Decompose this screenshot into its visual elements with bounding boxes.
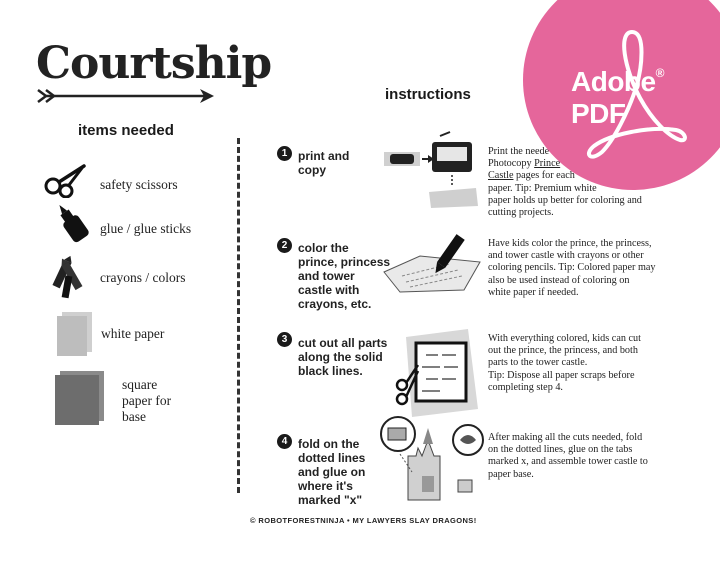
step-label: fold on the dotted lines and glue on where it's marked "x" [298,437,366,507]
step-number: 3 [277,332,292,347]
glue-bottle-icon [50,200,94,246]
adobe-pdf-label: Adobe® PDF [571,66,664,129]
arrow-icon [36,86,216,106]
footer-credit: © ROBOTFORESTNINJA • MY LAWYERS SLAY DRAGONS! [250,516,477,525]
step-label: cut out all parts along the solid black lines. [298,336,388,378]
cutting-illustration [392,325,484,421]
item-label: crayons / colors [100,270,186,285]
instructions-heading: instructions [385,86,471,103]
item-label: glue / glue sticks [100,221,192,236]
crayons-icon [50,254,84,300]
item-label: white paper [101,326,165,341]
step-label: print and copy [298,149,350,177]
coloring-paper-illustration [380,232,484,296]
item-label-square-paper: square paper for base [122,377,172,424]
items-needed-heading: items needed [78,122,174,139]
step-description: Print the neede Photocopy Prince Castle pages for each paper. Tip: Premium white paper holds up better for coloring and cutting projects. [488,146,642,219]
dashed-divider [237,138,240,493]
item-label: safety scissors [100,177,178,192]
castle-assembly-illustration [378,414,486,506]
step-number: 2 [277,238,292,253]
step-description: With everything colored, kids can cut out the prince, the princess, and both parts to the tower castle. Tip: Dispose all paper scraps before completing step 4. [488,333,641,393]
step-description: After making all the cuts needed, fold on the dotted lines, glue on the tabs marked x, and assemble tower castle to paper base. [488,432,648,480]
step-number: 4 [277,434,292,449]
square-paper-icon [54,369,106,427]
printer-copy-illustration [382,130,482,210]
step-description: Have kids color the prince, the princess, and tower castle with crayons or other coloring pencils. Tip: Colored paper may also be used instead of coloring on white paper if needed. [488,238,656,298]
step-label: color the prince, princess and tower castle with crayons, etc. [298,241,391,311]
step-number: 1 [277,146,292,161]
scissors-icon [44,162,88,198]
paper-stack-icon [56,310,94,356]
page-title: Courtship [36,38,272,89]
